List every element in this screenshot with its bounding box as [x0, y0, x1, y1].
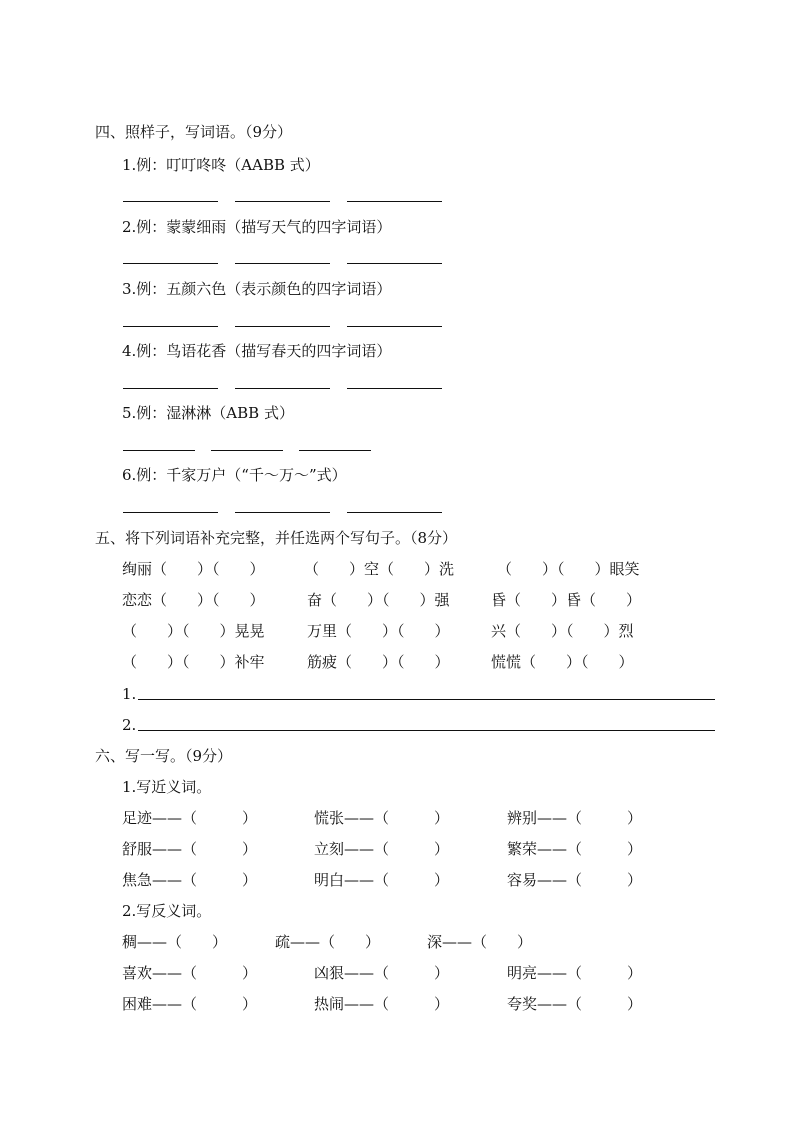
- synonym-item[interactable]: 慌张——（ ）: [314, 809, 450, 827]
- answer-blank[interactable]: [123, 512, 218, 513]
- answer-blank[interactable]: [299, 450, 371, 451]
- answer-blank[interactable]: [211, 450, 283, 451]
- section4-item-3: 3.例：五颜六色（表示颜色的四字词语）: [122, 280, 392, 298]
- synonym-title: 1.写近义词。: [122, 778, 212, 796]
- section5-title: 五、将下列词语补充完整，并任选两个写句子。（8分）: [95, 529, 458, 547]
- answer-blank[interactable]: [347, 201, 442, 202]
- answer-blank[interactable]: [347, 512, 442, 513]
- answer-blank[interactable]: [235, 263, 330, 264]
- section4-item-1: 1.例：叮叮咚咚（AABB 式）: [122, 156, 320, 174]
- synonym-item[interactable]: 明白——（ ）: [314, 871, 450, 889]
- sentence-line-1[interactable]: [138, 699, 715, 700]
- answer-blank[interactable]: [235, 388, 330, 389]
- fill-word[interactable]: 绚丽（ ）（ ）: [122, 560, 265, 578]
- answer-blank[interactable]: [235, 201, 330, 202]
- synonym-item[interactable]: 舒服——（ ）: [122, 840, 258, 858]
- answer-blank[interactable]: [123, 201, 218, 202]
- synonym-item[interactable]: 立刻——（ ）: [314, 840, 450, 858]
- fill-word[interactable]: （ ）（ ）补牢: [122, 653, 265, 671]
- synonym-item[interactable]: 焦急——（ ）: [122, 871, 258, 889]
- fill-word[interactable]: 慌慌（ ）（ ）: [491, 653, 634, 671]
- fill-word[interactable]: 昏（ ）昏（ ）: [491, 591, 642, 609]
- antonym-title: 2.写反义词。: [122, 902, 212, 920]
- synonym-item[interactable]: 足迹——（ ）: [122, 809, 258, 827]
- answer-blank[interactable]: [123, 388, 218, 389]
- fill-word[interactable]: （ ）（ ）晃晃: [122, 622, 265, 640]
- antonym-item[interactable]: 夸奖——（ ）: [507, 995, 643, 1013]
- answer-blank[interactable]: [123, 263, 218, 264]
- section4-item-5: 5.例：湿淋淋（ABB 式）: [122, 404, 294, 422]
- antonym-item[interactable]: 热闹——（ ）: [314, 995, 450, 1013]
- section4-item-2: 2.例：蒙蒙细雨（描写天气的四字词语）: [122, 218, 392, 236]
- section6-title: 六、写一写。（9分）: [95, 747, 233, 765]
- antonym-item[interactable]: 疏——（ ）: [275, 933, 381, 951]
- section4-title: 四、照样子，写词语。（9分）: [95, 123, 293, 141]
- fill-word[interactable]: 兴（ ）（ ）烈: [491, 622, 634, 640]
- synonym-item[interactable]: 容易——（ ）: [507, 871, 643, 889]
- antonym-item[interactable]: 深——（ ）: [427, 933, 533, 951]
- fill-word[interactable]: （ ）（ ）眼笑: [497, 560, 640, 578]
- answer-blank[interactable]: [123, 450, 195, 451]
- answer-blank[interactable]: [347, 326, 442, 327]
- antonym-item[interactable]: 喜欢——（ ）: [122, 964, 258, 982]
- answer-blank[interactable]: [123, 326, 218, 327]
- fill-word[interactable]: 恋恋（ ）（ ）: [122, 591, 265, 609]
- answer-blank[interactable]: [347, 263, 442, 264]
- answer-blank[interactable]: [235, 326, 330, 327]
- sentence-line-2[interactable]: [138, 730, 715, 731]
- fill-word[interactable]: （ ）空（ ）洗: [304, 560, 455, 578]
- answer-blank[interactable]: [347, 388, 442, 389]
- section4-item-4: 4.例：鸟语花香（描写春天的四字词语）: [122, 342, 392, 360]
- synonym-item[interactable]: 辨别——（ ）: [507, 809, 643, 827]
- antonym-item[interactable]: 凶狠——（ ）: [314, 964, 450, 982]
- antonym-item[interactable]: 稠——（ ）: [122, 933, 228, 951]
- section4-item-6: 6.例：千家万户（“千～万～”式）: [122, 466, 347, 484]
- fill-word[interactable]: 筋疲（ ）（ ）: [307, 653, 450, 671]
- synonym-item[interactable]: 繁荣——（ ）: [507, 840, 643, 858]
- sentence-label-1: 1.: [122, 685, 137, 703]
- antonym-item[interactable]: 困难——（ ）: [122, 995, 258, 1013]
- antonym-item[interactable]: 明亮——（ ）: [507, 964, 643, 982]
- answer-blank[interactable]: [235, 512, 330, 513]
- fill-word[interactable]: 奋（ ）（ ）强: [307, 591, 450, 609]
- sentence-label-2: 2.: [122, 716, 137, 734]
- fill-word[interactable]: 万里（ ）（ ）: [307, 622, 450, 640]
